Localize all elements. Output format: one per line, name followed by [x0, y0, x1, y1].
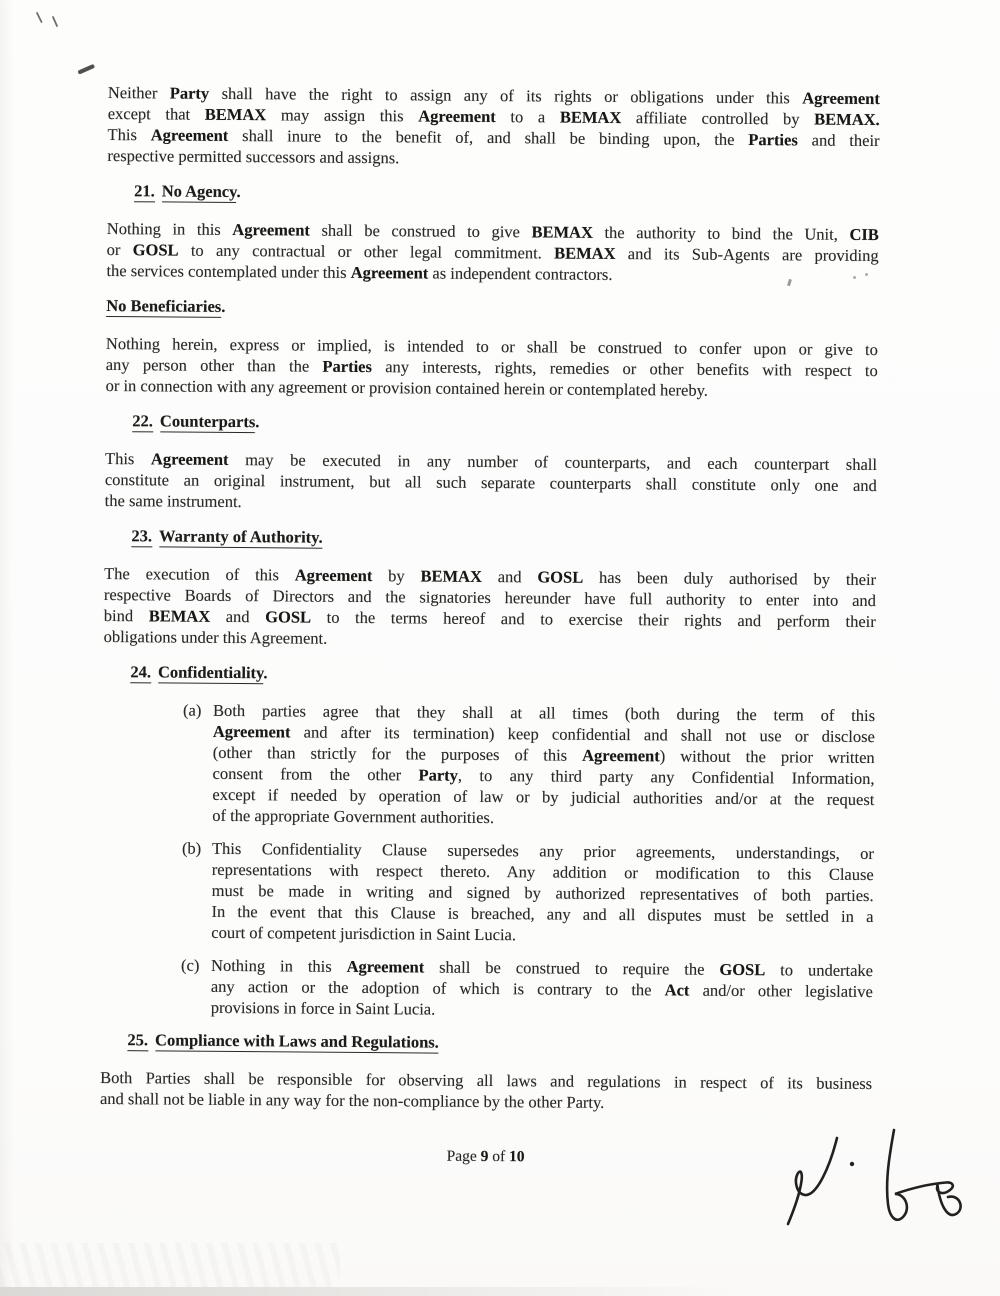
no-beneficiaries-paragraph — [106, 333, 878, 402]
section-title: No Agency — [161, 181, 237, 202]
confidentiality-item-b — [181, 838, 874, 948]
text-line: respective permitted successors and assigns. — [107, 145, 400, 168]
text-line: except if needed by operation of law or by judicial authorities and/or at the request — [212, 784, 875, 810]
text-line: consent from the other Party, to any third party any Confidential Information, — [212, 763, 875, 789]
text-line: the same instrument. — [104, 490, 242, 512]
scan-edge-bar — [0, 1287, 742, 1296]
text-line: the services contemplated under this Agreement as independent contractors. — [106, 260, 613, 284]
list-item-label: (c) — [180, 955, 200, 975]
text-line: or in connection with any agreement or provision contained herein or contemplated hereby. — [105, 375, 709, 400]
section-suffix: . — [236, 182, 241, 202]
no-agency-paragraph — [106, 218, 878, 287]
confidentiality-item-a — [182, 700, 875, 831]
list-item-body — [211, 955, 873, 1023]
warranty-of-authority-paragraph — [104, 563, 877, 653]
section-title: Warranty of Authority. — [158, 526, 323, 547]
text-line: Nothing herein, express or implied, is intended to or shall be construed to confer upon or give to — [105, 333, 878, 360]
text-line: or GOSL to any contractual or other legal commitment. BEMAX and its Sub-Agents are providing — [106, 239, 879, 266]
section-title: No Beneficiaries — [106, 295, 222, 316]
section-suffix: . — [221, 296, 226, 316]
text-line: This Confidentiality Clause supersedes any prior agreements, understandings, or — [211, 838, 875, 864]
scan-smudge — [0, 1243, 340, 1287]
text-line: bind BEMAX and GOSL to the terms hereof and to exercise their rights and perform their — [103, 605, 876, 632]
text-line: must be made in writing and signed by authorized representatives of both parties. — [211, 880, 874, 906]
text-line: provisions in force in Saint Lucia. — [210, 997, 436, 1019]
text-line: Both Parties shall be responsible for observing all laws and regulations in respect of its business — [100, 1067, 873, 1094]
text-line: constitute an original instrument, but all such separate counterparts shall constitute only one and — [104, 469, 877, 496]
section-number: 21. — [134, 181, 155, 201]
compliance-paragraph — [100, 1067, 872, 1115]
section-22-counterparts — [132, 410, 877, 438]
counterparts-paragraph — [105, 448, 877, 517]
text-line: Nothing in this Agreement shall be construed to give BEMAX the authority to bind the Unit, CIB — [106, 218, 879, 245]
section-suffix: . — [255, 412, 260, 432]
text-line: respective Boards of Directors and the signatories hereunder have full authority to enter into and — [103, 584, 877, 611]
scan-edge-shadow — [0, 0, 14, 1296]
section-title: Confidentiality — [157, 662, 264, 683]
signature-initials — [770, 1124, 980, 1244]
list-item-label: (b) — [181, 838, 202, 858]
text-line: any person other than the Parties any interests, rights, remedies or other benefits with respect to — [105, 354, 878, 381]
section-24-confidentiality — [130, 661, 875, 689]
section-no-beneficiaries — [106, 295, 878, 323]
section-title: Counterparts — [159, 411, 256, 432]
text-line: Nothing in this Agreement shall be construed to require the GOSL to undertake — [210, 955, 874, 981]
list-item-body — [211, 838, 874, 948]
text-line: representations with respect thereto. Any addition or modification to this Clause — [211, 859, 874, 885]
text-line: (other than strictly for the purposes of this Agreement) without the prior written — [212, 742, 875, 768]
section-title: Compliance with Laws and Regulations. — [155, 1030, 439, 1052]
section-suffix: . — [263, 663, 268, 683]
text-line: Neither Party shall have the right to assign any of its rights or obligations under this Agreement — [107, 82, 880, 109]
section-number: 23. — [131, 526, 153, 546]
section-number: 25. — [127, 1030, 149, 1050]
list-item-label: (a) — [182, 700, 202, 720]
document-body — [100, 82, 880, 1170]
list-item-body — [212, 700, 875, 831]
assignment-paragraph — [107, 82, 880, 172]
section-25-compliance — [127, 1029, 872, 1057]
text-line: except that BEMAX may assign this Agreement to a BEMAX affiliate controlled by BEMAX. — [107, 103, 880, 130]
pen-marks-icon — [26, 4, 106, 84]
text-line: The execution of this Agreement by BEMAX and GOSL has been duly authorised by their — [104, 563, 877, 590]
text-line: Both parties agree that they shall at all times (both during the term of this — [212, 700, 876, 726]
page-number: Page 9 of 10 — [446, 1147, 525, 1166]
text-line: This Agreement shall inure to the benefit of, and shall be binding upon, the Parties and their — [107, 124, 880, 151]
text-line: obligations under this Agreement. — [103, 626, 328, 648]
text-line: court of competent jurisdiction in Saint Lucia. — [211, 922, 517, 945]
confidentiality-item-c — [181, 955, 873, 1023]
text-line: Agreement and after its termination) keep confidential and shall not use or disclose — [212, 721, 875, 747]
section-number: 22. — [132, 411, 154, 431]
text-line: of the appropriate Government authorities. — [212, 805, 495, 828]
section-21-no-agency — [134, 180, 879, 208]
text-line: This Agreement may be executed in any number of counterparts, and each counterpart shall — [104, 448, 878, 475]
text-line: and shall not be liable in any way for the non-compliance by the other Party. — [99, 1088, 605, 1112]
section-23-warranty-of-authority — [131, 525, 876, 553]
text-line: In the event that this Clause is breached, any and all disputes must be settled in a — [211, 901, 874, 927]
section-number: 24. — [130, 662, 152, 682]
text-line: any action or the adoption of which is contrary to the Act and/or other legislative — [210, 976, 873, 1002]
